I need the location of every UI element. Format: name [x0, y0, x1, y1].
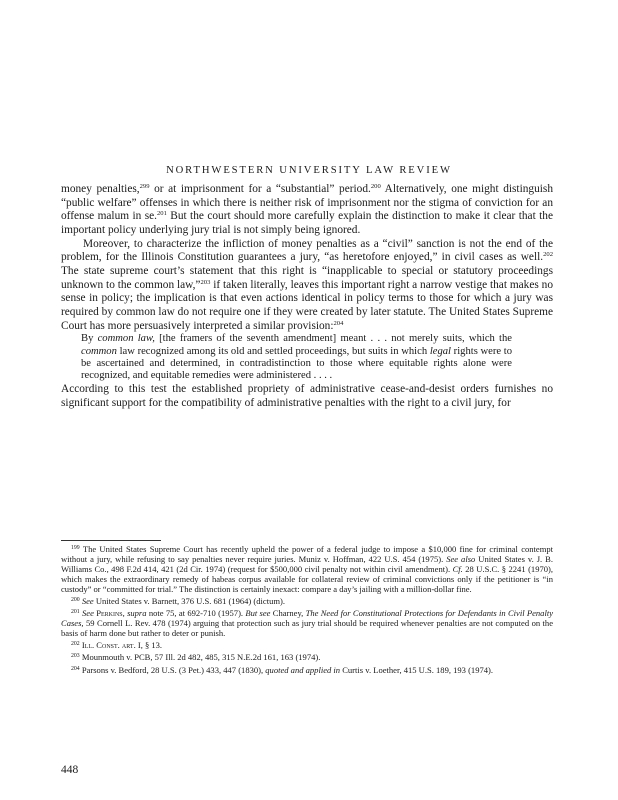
- footnote-divider: [61, 540, 161, 541]
- footnote-ref[interactable]: 201: [156, 210, 167, 218]
- text-run: or at imprisonment for a “substantial” period.: [149, 183, 371, 195]
- paragraph-3: According to this test the established propriety of administrative cease-and-desist orders furnishes no significant support for the compatibility of administrative penalties with the right to a civil jury, for: [61, 382, 553, 409]
- quote-run: rights were to be ascertained and determined, in contradistinction to those where equitable rights alone were recognized, and equitable remedies were administered . . . .: [81, 345, 513, 382]
- footnote-italic: Cf.: [452, 564, 463, 575]
- text-run: if taken literally, leaves this important right a narrow vestige that makes no sense in policy; the implication is that even actions identical in policy terms to those for which a jury was required by common law do not require one if they were created by later statute. The United States Supreme Court has more persuasively interpreted a similar provision:: [61, 278, 553, 332]
- text-run: Alternatively, one might distinguish “public welfare” offenses in which there is neither risk of imprisonment nor the stigma of conviction for an offense malum in se.: [61, 183, 553, 223]
- quote-italic: common law,: [97, 333, 155, 345]
- footnote-italic: But see: [245, 608, 271, 619]
- footnote-text: note 75, at 692-710 (1957).: [146, 608, 246, 619]
- footnote-202: [61, 640, 553, 650]
- quote-italic: common: [81, 345, 117, 357]
- footnote-italic: See also: [446, 554, 476, 565]
- page-number: 448: [61, 764, 79, 776]
- footnote-text: Ill. Const. art. I, § 13.: [79, 640, 163, 651]
- footnote-ref[interactable]: 203: [200, 278, 211, 286]
- quote-run: By: [81, 333, 98, 345]
- footnote-201: [61, 608, 553, 638]
- footnote-author: Perkins,: [93, 608, 128, 619]
- footnotes: [61, 544, 553, 675]
- footnote-199: [61, 544, 553, 594]
- footnote-italic: See: [81, 596, 94, 607]
- footnote-text: Charney,: [270, 608, 306, 619]
- footnote-number: 203: [71, 653, 80, 660]
- footnote-ref[interactable]: 299: [139, 183, 150, 190]
- block-quote: [81, 333, 512, 383]
- quote-run: [the framers of the seventh amendment] meant . . . not merely suits, which the: [154, 333, 512, 345]
- footnote-text: Curtis v. Loether, 415 U.S. 189, 193 (1974).: [340, 664, 493, 675]
- footnote-text: United States v. J. B. Williams Co., 498 F.2d 414, 421 (2d Cir. 1974) (request for $500,000 civil penalty not within civil amendment).: [61, 554, 553, 575]
- footnote-number: 200: [71, 597, 80, 604]
- footnote-203: [61, 652, 553, 662]
- footnote-text: The United States Supreme Court has recently upheld the power of a federal judge to impose a $10,000 fine for criminal contempt without a jury, while refusing to say penalties never require juries. Muniz v. Hoffman, 422 U.S. 454 (1975).: [61, 544, 553, 565]
- footnote-text: 59 Cornell L. Rev. 478 (1974) arguing that protection such as jury trial should be required whenever penalties are not computed on the basis of harm done but rather to deter or punish.: [61, 618, 553, 639]
- footnote-number: 204: [71, 665, 80, 672]
- running-header: NORTHWESTERN UNIVERSITY LAW REVIEW: [166, 165, 452, 176]
- text-run: Moreover, to characterize the infliction of money penalties as a “civil” sanction is not the end of the problem, for the Illinois Constitution guarantees a jury, “as heretofore enjoyed,” in civil cases as well.: [61, 237, 553, 264]
- footnote-text: Mounmouth v. PCB, 57 Ill. 2d 482, 485, 315 N.E.2d 161, 163 (1974).: [79, 652, 321, 663]
- paragraph-1: [61, 183, 553, 238]
- footnote-ref[interactable]: 204: [333, 319, 344, 327]
- footnote-number: 199: [71, 545, 80, 551]
- text-run: The state supreme court’s statement that this right is “inapplicable to special or statutory proceedings unknown to the common law,”: [61, 264, 553, 291]
- footnote-italic: supra: [127, 608, 147, 619]
- main-text: [61, 183, 553, 410]
- footnote-italic: quoted and applied in: [265, 664, 341, 675]
- footnote-text: United States v. Barnett, 376 U.S. 681 (1964) (dictum).: [93, 596, 285, 607]
- footnote-italic: See: [82, 608, 94, 619]
- footnote-number: 201: [71, 609, 80, 616]
- paragraph-2: [61, 238, 553, 334]
- footnote-ref[interactable]: 200: [370, 183, 381, 190]
- quote-italic: legal: [429, 345, 451, 357]
- footnote-text: 28 U.S.C. § 2241 (1970), which makes the extraordinary remedy of habeas corpus available for collateral review of criminal convictions only if the petitioner is “in custody” or “committed for trial.” The distinction is certainly inexact: compare a day’s jailing with a million-dollar fine.: [61, 564, 553, 595]
- text-run: money penalties,: [61, 183, 140, 195]
- footnote-number: 202: [71, 641, 80, 648]
- footnote-italic: The Need for Constitutional Protections for Defendants in Civil Penalty Cases,: [61, 608, 553, 629]
- footnote-text: Parsons v. Bedford, 28 U.S. (3 Pet.) 433, 447 (1830),: [79, 664, 266, 675]
- footnote-204: [61, 665, 553, 675]
- text-run: But the court should more carefully explain the distinction to make it clear that the important policy underlying jury trial is not simply being ignored.: [61, 210, 553, 236]
- footnote-ref[interactable]: 202: [543, 251, 553, 259]
- quote-run: law recognized among its old and settled proceedings, but suits in which: [116, 345, 430, 357]
- footnote-200: [61, 596, 553, 606]
